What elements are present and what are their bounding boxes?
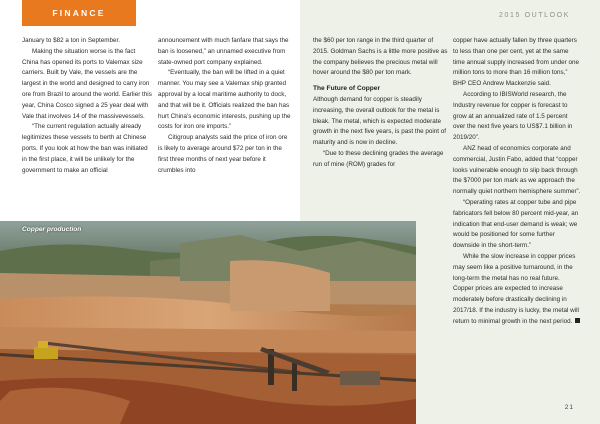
section-tab: FINANCE [22, 0, 136, 26]
running-head: 2015 OUTLOOK [499, 12, 570, 19]
photo-caption: Copper production [22, 226, 82, 233]
paragraph: January to $82 a ton in September. [22, 37, 121, 44]
paragraph: the $60 per ton range in the third quarter of 2015. Goldman Sachs is a little more positive as the company believes the precious metal will hover around the $80 per ton mark. [313, 37, 448, 77]
page-number: 21 [564, 404, 574, 411]
paragraph-text: While the slow increase in copper prices may seem like a positive turnaround, in the long-term the metal has no real future. Copper prices are expected to increase moderately before drastically declining in 2017/18. If the industry is lucky, the metal will return to minimal growth in the next period. [453, 252, 579, 325]
paragraph: “Eventually, the ban will be lifted in a quiet manner. You may see a Valemax ship granted approval by a local maritime authority to dock, and that will be it. Officials realized the ban has hurt China's economic interests, pushing up the costs for iron ore imports.” [158, 69, 291, 131]
column-2 [158, 36, 291, 176]
copper-mine-photo [0, 221, 416, 424]
paragraph: “Due to these declining grades the average run of mine (ROM) grades for [313, 149, 444, 168]
paragraph: copper have actually fallen by three quarters to less than one per cent, yet at the same time annual supply increased from under one million tons to more than 16 million tons,” BHP CEO Andrew Mackenzie said. [453, 37, 580, 88]
paragraph: ANZ head of economics corporate and commercial, Justin Fabo, added that “copper looks vulnerable enough to slip back through the $7000 per ton mark as we approach the normally quiet northern hemisphere summer”. [453, 144, 581, 196]
end-of-article-mark [575, 318, 580, 323]
section-heading: The Future of Copper [313, 85, 381, 93]
paragraph: According to IBISWorld research, the Industry revenue for copper is forecast to grow at an annualized rate of 1.5 percent over the next five years to US$7.1 billion in 2019/20”. [453, 90, 573, 142]
paragraph: Making the situation worse is the fact China has opened its ports to Valemax size carriers. Built by Vale, the vessels are the largest in the world and designed to carry iron ore from Brazil to around the world. Earlier this year, China Cosco signed a 25 year deal with Vale that involves 14 of the massivevessels. [22, 47, 152, 120]
paragraph: “Operating rates at copper tube and pipe fabricators fell below 80 percent mid-year, an indication that end-user demand is weak; we would be positioned for some further downside in the short-term.” [453, 198, 579, 250]
paragraph: “The current regulation actually already legitimizes these vessels to berth at Chinese ports. If you look at how the ban was initiated in the first place, it will be unlikely for the government to make an official [22, 123, 148, 174]
paragraph: Citigroup analysts said the price of iron ore is likely to average around $72 per ton in the first three months of next year before it crumbles into [158, 134, 288, 174]
paragraph: announcement with much fanfare that says the ban is loosened,” an unnamed executive from state-owned port company explained. [158, 37, 289, 66]
column-3 [313, 36, 449, 171]
paragraph [453, 252, 581, 328]
column-4 [453, 36, 581, 328]
paragraph: Although demand for copper is steadily increasing, the overall outlook for the metal is bleak. The metal, which is expected moderate growth in the next five years, is past the point of maturity and is now in decline. [313, 95, 447, 147]
column-1 [22, 36, 152, 176]
